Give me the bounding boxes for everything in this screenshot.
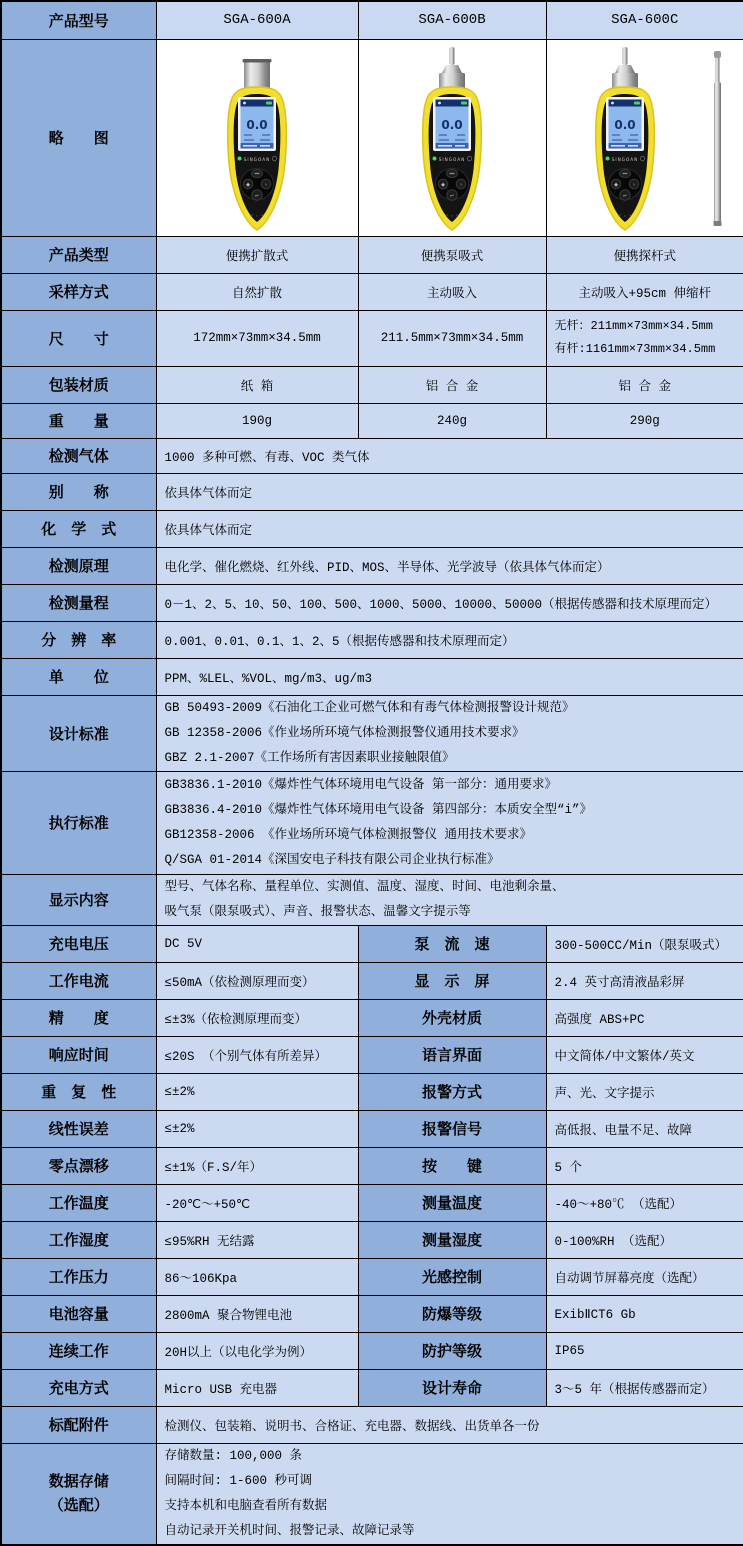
spec-cell: 高低报、电量不足、故障	[546, 1110, 743, 1147]
header-model: SGA-600A	[156, 1, 358, 39]
svg-text:↵: ↵	[254, 193, 260, 199]
row-label: 重 复 性	[1, 1073, 156, 1110]
row-label: 产品型号	[1, 1, 156, 39]
svg-text:›: ›	[265, 181, 267, 188]
spec-cell: 型号、气体名称、量程单位、实测值、温度、湿度、时间、电池剩余量、 吸气泵（限泵吸式）、声音、报警状态、温馨文字提示等	[156, 874, 743, 925]
table-row	[1, 1258, 743, 1295]
spec-cell: 0－1、2、5、10、50、100、500、1000、5000、10000、50000（根据传感器和技术原理而定）	[156, 584, 743, 621]
table-row	[1, 999, 743, 1036]
spec-cell: 20H以上（以电化学为例）	[156, 1332, 358, 1369]
status-led	[605, 156, 609, 160]
product-image-sga-600c	[546, 39, 743, 236]
screen-reading: 0.0	[246, 117, 268, 132]
row-label: 防护等级	[358, 1332, 546, 1369]
row-label: 分 辨 率	[1, 621, 156, 658]
table-row	[1, 366, 743, 403]
gas-detector-illustration	[182, 45, 332, 231]
spec-cell: GB3836.1-2010《爆炸性气体环境用电气设备 第一部分：通用要求》 GB3836.4-2010《爆炸性气体环境用电气设备 第四部分：本质安全型“i”》 GB12358-2006 《作业场所环境气体检测报警仪 通用技术要求》 Q/SGA 01-2014《深国安电子科技有限公司企业执行标准》	[156, 771, 743, 874]
row-label: 充电方式	[1, 1369, 156, 1406]
row-label: 工作电流	[1, 962, 156, 999]
table-row	[1, 310, 743, 366]
row-label: 响应时间	[1, 1036, 156, 1073]
svg-text:↵: ↵	[622, 193, 627, 199]
row-label: 包装材质	[1, 366, 156, 403]
row-label: 工作温度	[1, 1184, 156, 1221]
svg-text:◆: ◆	[246, 181, 250, 188]
screen-reading: 0.0	[441, 117, 463, 132]
spec-cell: 290g	[546, 403, 743, 438]
row-label: 重 量	[1, 403, 156, 438]
row-label: 外壳材质	[358, 999, 546, 1036]
spec-cell: 240g	[358, 403, 546, 438]
table-row	[1, 584, 743, 621]
spec-cell: 0-100%RH （选配）	[546, 1221, 743, 1258]
row-label: 略 图	[1, 39, 156, 236]
spec-cell: 依具体气体而定	[156, 473, 743, 510]
brand-text: SINGOAN	[438, 156, 466, 162]
spec-cell: 190g	[156, 403, 358, 438]
spec-cell: 便携扩散式	[156, 236, 358, 273]
svg-text:◆: ◆	[613, 181, 618, 188]
probe-nozzle	[622, 47, 627, 65]
table-row	[1, 510, 743, 547]
header-model: SGA-600B	[358, 1, 546, 39]
spec-cell: Micro USB 充电器	[156, 1369, 358, 1406]
spec-cell: 86～106Kpa	[156, 1258, 358, 1295]
table-row	[1, 1221, 743, 1258]
spec-cell: 依具体气体而定	[156, 510, 743, 547]
spec-cell: -20℃～+50℃	[156, 1184, 358, 1221]
spec-cell: 0.001、0.01、0.1、1、2、5（根据传感器和技术原理而定）	[156, 621, 743, 658]
table-row	[1, 1406, 743, 1443]
spec-cell: 2800mA 聚合物锂电池	[156, 1295, 358, 1332]
row-label: 设计寿命	[358, 1369, 546, 1406]
row-label: 检测原理	[1, 547, 156, 584]
telescopic-rod	[713, 51, 721, 226]
screen-reading: 0.0	[614, 117, 636, 132]
row-label: 采样方式	[1, 273, 156, 310]
row-label: 报警方式	[358, 1073, 546, 1110]
table-row	[1, 1147, 743, 1184]
row-label: 连续工作	[1, 1332, 156, 1369]
spec-cell: 便携泵吸式	[358, 236, 546, 273]
spec-cell: DC 5V	[156, 925, 358, 962]
table-row	[1, 473, 743, 510]
table-row	[1, 925, 743, 962]
spec-cell: ≤50mA（依检测原理而变）	[156, 962, 358, 999]
table-row	[1, 403, 743, 438]
header-model: SGA-600C	[546, 1, 743, 39]
spec-cell: IP65	[546, 1332, 743, 1369]
spec-cell: ≤95%RH 无结露	[156, 1221, 358, 1258]
table-row	[1, 1443, 743, 1545]
table-row	[1, 621, 743, 658]
spec-cell: 2.4 英寸高清液晶彩屏	[546, 962, 743, 999]
table-row	[1, 962, 743, 999]
brand-text: SINGOAN	[243, 156, 271, 162]
spec-cell: GB 50493-2009《石油化工企业可燃气体和有毒气体检测报警设计规范》 GB 12358-2006《作业场所环境气体检测报警仪通用技术要求》 GBZ 2.1-2007《工作场所有害因素职业接触限值》	[156, 695, 743, 771]
spec-cell: 自动调节屏幕亮度（选配）	[546, 1258, 743, 1295]
svg-text:›: ›	[632, 181, 635, 188]
row-label: 工作压力	[1, 1258, 156, 1295]
spec-cell: 5 个	[546, 1147, 743, 1184]
gas-detector-illustration	[377, 45, 527, 231]
spec-cell: ≤±1%（F.S/年）	[156, 1147, 358, 1184]
spec-cell: ExibⅡCT6 Gb	[546, 1295, 743, 1332]
row-label: 光感控制	[358, 1258, 546, 1295]
table-row	[1, 547, 743, 584]
table-row	[1, 1295, 743, 1332]
spec-cell: 172mm×73mm×34.5mm	[156, 310, 358, 366]
sketch-row	[1, 39, 743, 236]
spec-cell: 自然扩散	[156, 273, 358, 310]
row-label: 电池容量	[1, 1295, 156, 1332]
row-label: 数据存储 （选配）	[1, 1443, 156, 1545]
row-label: 精 度	[1, 999, 156, 1036]
table-row	[1, 1369, 743, 1406]
row-label: 按 键	[358, 1147, 546, 1184]
spec-cell: 声、光、文字提示	[546, 1073, 743, 1110]
table-row	[1, 771, 743, 874]
status-led	[433, 156, 437, 160]
row-label: 报警信号	[358, 1110, 546, 1147]
spec-cell: 高强度 ABS+PC	[546, 999, 743, 1036]
spec-cell: 1000 多种可燃、有毒、VOC 类气体	[156, 438, 743, 473]
row-label: 执行标准	[1, 771, 156, 874]
spec-cell: 检测仪、包装箱、说明书、合格证、充电器、数据线、出货单各一份	[156, 1406, 743, 1443]
spec-cell: 主动吸入+95cm 伸缩杆	[546, 273, 743, 310]
table-row	[1, 1110, 743, 1147]
spec-cell: 3～5 年（根据传感器而定）	[546, 1369, 743, 1406]
spec-cell: -40～+80℃ （选配）	[546, 1184, 743, 1221]
product-image-sga-600a	[156, 39, 358, 236]
svg-text:↵: ↵	[449, 193, 455, 199]
row-label: 工作湿度	[1, 1221, 156, 1258]
gas-detector-illustration	[550, 45, 740, 231]
table-row	[1, 1332, 743, 1369]
spec-cell: 铝 合 金	[546, 366, 743, 403]
row-label: 单 位	[1, 658, 156, 695]
table-row	[1, 1184, 743, 1221]
table-row	[1, 1073, 743, 1110]
spec-cell: 无杆：211mm×73mm×34.5mm 有杆:1161mm×73mm×34.5mm	[546, 310, 743, 366]
row-label: 标配附件	[1, 1406, 156, 1443]
spec-cell: 中文简体/中文繁体/英文	[546, 1036, 743, 1073]
spec-cell: 主动吸入	[358, 273, 546, 310]
row-label: 测量温度	[358, 1184, 546, 1221]
row-label: 语言界面	[358, 1036, 546, 1073]
spec-cell: PPM、%LEL、%VOL、mg/m3、ug/m3	[156, 658, 743, 695]
status-led	[238, 156, 242, 160]
table-row	[1, 695, 743, 771]
row-label: 泵 流 速	[358, 925, 546, 962]
spec-cell: 纸 箱	[156, 366, 358, 403]
spec-cell: ≤±3%（依检测原理而变）	[156, 999, 358, 1036]
row-label: 显示内容	[1, 874, 156, 925]
svg-text:◆: ◆	[441, 181, 445, 188]
row-label: 检测量程	[1, 584, 156, 621]
table-row	[1, 874, 743, 925]
row-label: 化 学 式	[1, 510, 156, 547]
row-label: 产品类型	[1, 236, 156, 273]
table-row	[1, 273, 743, 310]
row-label: 充电电压	[1, 925, 156, 962]
spec-cell: 300-500CC/Min（限泵吸式）	[546, 925, 743, 962]
spec-cell: ≤±2%	[156, 1110, 358, 1147]
spec-cell: ≤20S （个别气体有所差异）	[156, 1036, 358, 1073]
table-row	[1, 236, 743, 273]
table-row	[1, 438, 743, 473]
row-label: 别 称	[1, 473, 156, 510]
row-label: 防爆等级	[358, 1295, 546, 1332]
spec-cell: 存储数量: 100,000 条 间隔时间: 1-600 秒可调 支持本机和电脑查看所有数据 自动记录开关机时间、报警记录、故障记录等	[156, 1443, 743, 1545]
product-image-sga-600b	[358, 39, 546, 236]
brand-text: SINGOAN	[611, 156, 638, 162]
row-label: 测量湿度	[358, 1221, 546, 1258]
row-label: 检测气体	[1, 438, 156, 473]
spec-cell: 便携探杆式	[546, 236, 743, 273]
probe-nozzle	[450, 47, 455, 65]
row-label: 零点漂移	[1, 1147, 156, 1184]
row-label: 设计标准	[1, 695, 156, 771]
header-row	[1, 1, 743, 39]
row-label: 尺 寸	[1, 310, 156, 366]
spec-cell: 211.5mm×73mm×34.5mm	[358, 310, 546, 366]
row-label: 线性误差	[1, 1110, 156, 1147]
svg-text:›: ›	[460, 181, 462, 188]
row-label: 显 示 屏	[358, 962, 546, 999]
spec-cell: 铝 合 金	[358, 366, 546, 403]
table-row	[1, 658, 743, 695]
spec-cell: 电化学、催化燃烧、红外线、PID、MOS、半导体、光学波导（依具体气体而定）	[156, 547, 743, 584]
table-row	[1, 1036, 743, 1073]
sensor-cap	[244, 61, 270, 89]
spec-cell: ≤±2%	[156, 1073, 358, 1110]
